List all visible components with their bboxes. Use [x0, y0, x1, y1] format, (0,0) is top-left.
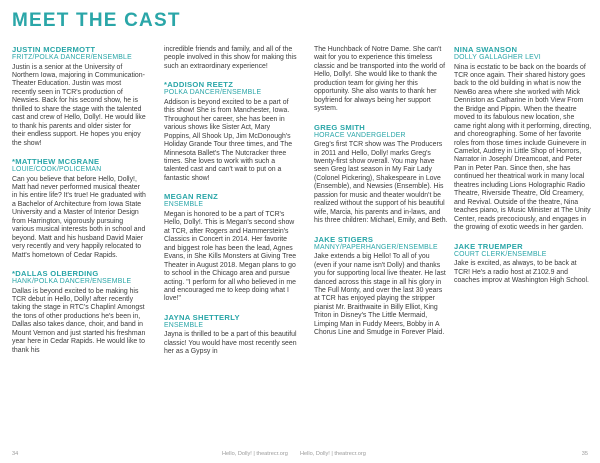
page-number-left: 34: [12, 451, 19, 457]
cast-name: JAYNA SHETTERLY: [164, 312, 240, 322]
cast-role: MANNY/PAPERHANGER/ENSEMBLE: [314, 243, 438, 251]
cast-name: *ADDISON REETZ: [164, 80, 234, 90]
column-3: [314, 45, 448, 347]
cast-entry-continued: [314, 46, 448, 114]
cast-entry: [12, 157, 146, 260]
cast-bio: Nina is ecstatic to be back on the boards of TCR once again. Their shared history goes back to the old building in what is now the NewBo area where she worked with Mick Denniston as Catharine in both View From the Bridge and Pippin. When the theatre moved to its fabulous new location, she came right along with it performing, directing, and choreographing. Some of her favorite roles from those times include Guinevere in Camelot, Audrey in Little Shop of Horrors, Narrator in Joseph/ Dreamcoat, and Peter Pan in Peter Pan. Since then, she has continued her theatrical work in many local theatres including Lions Holographic Radio Theatre, Riverside Theatre, Old Creamery, and Revival. Outside of the theatre, Nina teaches piano, is Music Minister at The Unity Center, reads precociously, and engages in the growing of exotic weeds in her garden.: [454, 63, 592, 232]
footer-text-left: Hello, Dolly! | theatrecr.org: [222, 451, 288, 457]
cast-role: COURT CLERK/ENSEMBLE: [454, 250, 547, 258]
cast-name: GREG SMITH: [314, 122, 366, 132]
cast-bio: Addison is beyond excited to be a part of this show! She is from Manchester, Iowa. Throughout her career, she has been in various shows like Sister Act, Mary Poppins, All Shook Up, Jim McDonough's Holiday Grande Tour three times, and The Minnesota Ballet's The Nutcracker three times. She loves to work with such a talented cast and can't wait to put on a fantastic show!: [164, 98, 293, 182]
column-2: [164, 45, 298, 366]
cast-bio: Justin is a senior at the University of Northern Iowa, majoring in Communication-Theater Education. Justin was most recently seen in TCR's production of Newsies. Back for his second show, he is thrilled to share the stage with the talented cast and crew of Hello, Dolly!. He would like to thank his parents and older sister for their endless support. He hopes you enjoy the show!: [12, 63, 146, 147]
cast-role: ENSEMBLE: [164, 201, 204, 209]
cast-name: JAKE STIGERS: [314, 234, 374, 244]
cast-entry-continued: [164, 46, 298, 71]
cast-entry: [454, 242, 592, 286]
cast-bio: Jake extends a big Hello! To all of you (even if your name isn't Dolly) and thanks you for supporting local live theater. He last danced across this stage in all his glory in The Full Monty, and over the last 30 years at TCR has enjoyed playing the stripper pianist Mr. Braithwaite in Billy Elliot, King Triton in Disney's The Little Mermaid, Limping Man in Fuddy Meers, Bobby in A Chorus Line and Smudge in Forever Plaid.: [314, 253, 446, 337]
cast-bio: incredible friends and family, and all of the people involved in this show for making this such an extraordinary experience!: [164, 46, 297, 70]
cast-name: *MATTHEW MCGRANE: [12, 157, 100, 167]
page-title: MEET THE CAST: [12, 10, 181, 31]
cast-entry: [314, 235, 448, 338]
cast-role: HANK/POLKA DANCER/ENSEMBLE: [12, 278, 132, 286]
cast-entry: [164, 192, 298, 303]
cast-role: POLKA DANCER/ENSEMBLE: [164, 89, 262, 97]
cast-role: DOLLY GALLAGHER LEVI: [454, 54, 541, 61]
cast-role: FRITZ/POLKA DANCER/ENSEMBLE: [12, 54, 132, 61]
cast-name: JAKE TRUEMPER: [454, 241, 523, 251]
footer-text-right: Hello, Dolly! | theatrecr.org: [300, 451, 366, 457]
cast-entry: [164, 80, 298, 183]
page-number-right: 35: [581, 451, 588, 457]
cast-name: MEGAN RENZ: [164, 192, 219, 202]
cast-entry: [314, 123, 448, 226]
cast-bio: Dallas is beyond excited to be making his TCR debut in Hello, Dolly! after recently taking the stage in RTC's Chaplin! Amongst the tons of other productions he's been in, Dallas also takes dance, choir, and band in Mount Vernon and just started his freshman year here in Cedar Rapids. He would like to thank his: [12, 287, 146, 354]
cast-bio: Can you believe that before Hello, Dolly!, Matt had never performed musical theater in his entire life? It's true! He graduated with a Bachelor of Architecture from Iowa State University and a Master of Interior Design from Harrington, vigorously pursuing various musical interests both in school and beyond. Matt and his husband David Maier very recently and very happily relocated to Matt's hometown of Cedar Rapids.: [12, 175, 146, 259]
cast-entry: [164, 313, 298, 357]
cast-bio: Megan is honored to be a part of TCR's Hello, Dolly!. This is Megan's second show at TCR, after Rogers and Hammerstein's Classics in Concert in 2014. Her favorite and biggest role has been the lead, Agnes Evans, in She Kills Monsters at Giving Tree Theater in August 2018. Megan plans to go to school in the Chicago area and pursue acting. "I perform for all who believed in me and encouraged me to keep doing what I love!": [164, 210, 297, 303]
cast-name: JUSTIN MCDERMOTT: [12, 45, 96, 54]
cast-role: ENSEMBLE: [164, 321, 204, 329]
column-4: [454, 45, 592, 294]
cast-bio: Jayna is thrilled to be a part of this beautiful classic! You would have most recently seen her as a Gypsy in: [164, 331, 297, 356]
cast-name: NINA SWANSON: [454, 45, 518, 54]
cast-entry: [12, 269, 146, 355]
cast-bio: Greg's first TCR show was The Producers in 2011 and Hello, Dolly! marks Greg's twenty-first show overall. You may have seen Greg last season in My Fair Lady (Colonel Pickering), Shakespeare in Love (Ensemble), and Newsies (Ensemble). His passion for music and theater wouldn't be realized without the support of his beautiful wife, Marcia, his parents and in-laws, and his three children: Michael, Emily, and Beth.: [314, 141, 448, 225]
cast-role: HORACE VANDERGELDER: [314, 131, 406, 139]
cast-entry: [12, 45, 146, 148]
cast-role: LOUIE/COOK/POLICEMAN: [12, 166, 102, 174]
column-1: [12, 45, 146, 364]
cast-entry: [454, 45, 592, 233]
cast-name: *DALLAS OLBERDING: [12, 269, 99, 279]
cast-bio: Jake is excited, as always, to be back at TCR! He's a radio host at Z102.9 and coaches improv at Washington High School.: [454, 260, 589, 284]
cast-bio: The Hunchback of Notre Dame. She can't wait for you to experience this timeless classic and be transported into the world of Hello, Dolly!. She would like to thank the production team for giving her this opportunity. She also wants to thank her boyfriend for always being her support system.: [314, 46, 445, 113]
